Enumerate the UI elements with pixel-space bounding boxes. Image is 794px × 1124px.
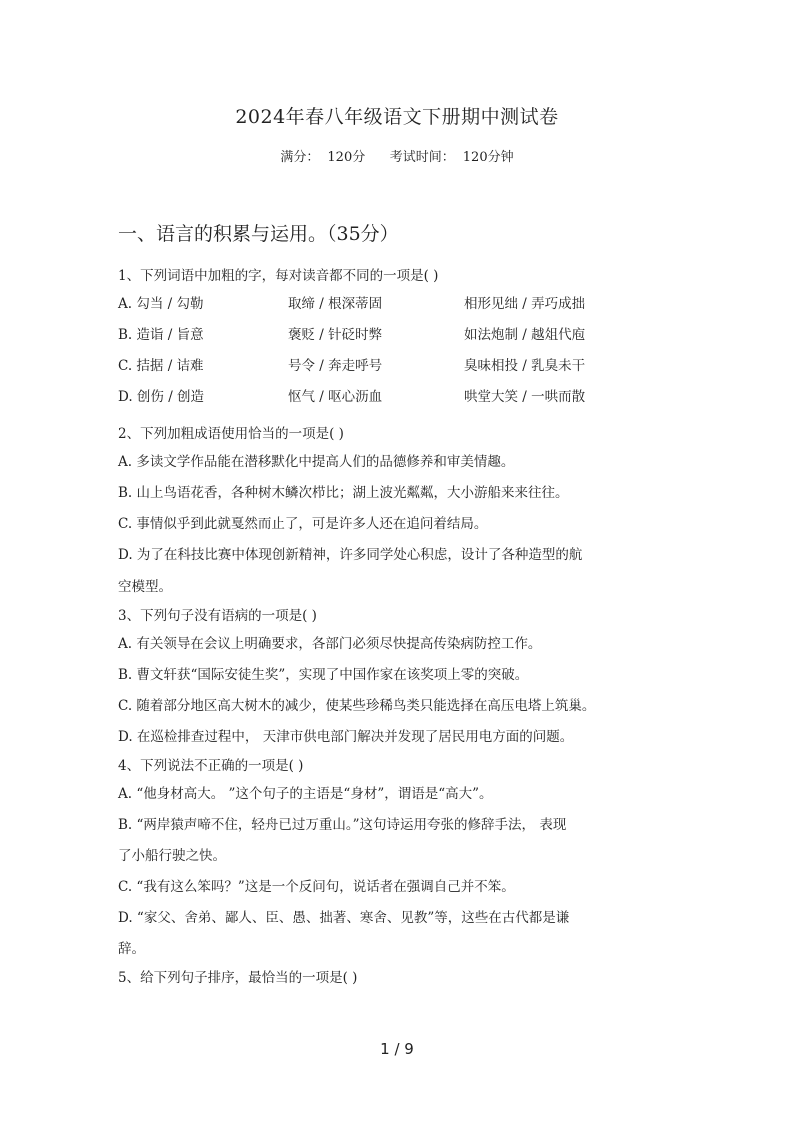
- q3-option-b: B. 曹文轩获“国际安徒生奖”，实现了中国作家在该奖项上零的突破。: [118, 667, 529, 683]
- question-1-stem: 1、下列词语中加粗的字，每对读音都不同的一项是( ): [118, 268, 439, 284]
- page-number: 1 / 9: [380, 1040, 414, 1058]
- q2-option-b: B. 山上鸟语花香，各种树木鳞次栉比；湖上波光粼粼，大小游船来来往往。: [118, 485, 569, 501]
- q4-option-d-cont: 辞。: [118, 941, 145, 957]
- q4-option-b: B. “两岸猿声啼不住，轻舟已过万重山。”这句诗运用夸张的修辞手法， 表现: [118, 817, 567, 833]
- q1-c-1: C. 拮据 / 诘难: [118, 358, 204, 374]
- q1-a-1: A. 勾当 / 勾勒: [118, 296, 204, 312]
- question-1-row-c: [118, 351, 680, 382]
- q2-option-d: D. 为了在科技比赛中体现创新精神，许多同学处心积虑，设计了各种造型的航: [118, 547, 583, 563]
- q1-a-2: 取缔 / 根深蒂固: [288, 296, 383, 312]
- q4-option-b-cont: 了小船行驶之快。: [118, 848, 226, 864]
- q1-b-1: B. 造诣 / 旨意: [118, 327, 204, 343]
- question-4-stem: 4、下列说法不正确的一项是( ): [118, 758, 304, 774]
- time-value: 120分钟: [462, 150, 514, 165]
- score-label: 满分：: [280, 150, 320, 165]
- question-5-stem: 5、给下列句子排序，最恰当的一项是( ): [118, 970, 358, 986]
- time-label: 考试时间：: [389, 150, 455, 165]
- q3-option-d: D. 在巡检排查过程中， 天津市供电部门解决并发现了居民用电方面的问题。: [118, 729, 574, 745]
- q1-d-3: 哄堂大笑 / 一哄而散: [464, 389, 586, 405]
- q1-a-3: 相形见绌 / 弄巧成拙: [464, 296, 586, 312]
- q2-option-a: A. 多读文学作品能在潜移默化中提高人们的品德修养和审美情趣。: [118, 454, 515, 470]
- question-1-row-b: [118, 320, 680, 351]
- q1-d-2: 怄气 / 呕心沥血: [288, 389, 383, 405]
- q1-c-2: 号令 / 奔走呼号: [288, 358, 383, 374]
- q1-b-3: 如法炮制 / 越俎代庖: [464, 327, 586, 343]
- question-3-stem: 3、下列句子没有语病的一项是( ): [118, 608, 317, 624]
- question-1-row-d: [118, 382, 680, 413]
- question-2-stem: 2、下列加粗成语使用恰当的一项是( ): [118, 426, 344, 442]
- q3-option-a: A. 有关领导在会议上明确要求，各部门必须尽快提高传染病防控工作。: [118, 636, 542, 652]
- question-1-row-a: [118, 289, 680, 320]
- q3-option-c: C. 随着部分地区高大树木的减少，使某些珍稀鸟类只能选择在高压电塔上筑巢。: [118, 698, 596, 714]
- q4-option-d: D. “家父、舍弟、鄙人、臣、愚、拙著、寒舍、见教”等，这些在古代都是谦: [118, 910, 570, 926]
- q1-c-3: 臭味相投 / 乳臭未干: [464, 358, 586, 374]
- q1-d-1: D. 创伤 / 创造: [118, 389, 205, 405]
- q2-option-c: C. 事情似乎到此就戛然而止了，可是许多人还在追问着结局。: [118, 516, 488, 532]
- q4-option-c: C. “我有这么笨吗？”这是一个反问句，说话者在强调自己并不笨。: [118, 879, 515, 895]
- questions: [118, 263, 680, 991]
- section-heading: 一、语言的积累与运用。（35分）: [118, 223, 399, 245]
- exam-meta: [0, 146, 794, 165]
- page-title: 2024年春八年级语文下册期中测试卷: [235, 106, 559, 128]
- q2-option-d-cont: 空模型。: [118, 579, 172, 595]
- score-value: 120分: [327, 150, 366, 165]
- q1-b-2: 褒贬 / 针砭时弊: [288, 327, 383, 343]
- q4-option-a: A. “他身材高大。 ”这个句子的主语是“身材”，谓语是“高大”。: [118, 786, 493, 802]
